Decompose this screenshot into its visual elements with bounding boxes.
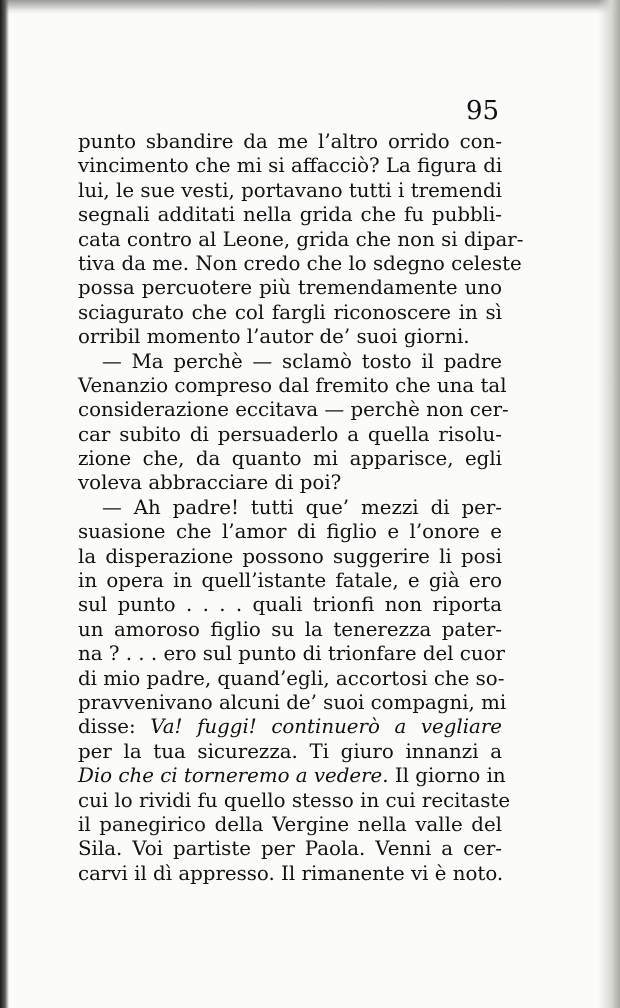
italic-text-segment: Va! fuggi! continuerò a vegliare (150, 715, 503, 739)
text-line: zione che, da quanto mi apparisce, egli (78, 447, 502, 471)
text-line: na ? . . . ero sul punto di trionfare del cuor (78, 642, 505, 666)
text-line: car subito di persuaderlo a quella risolu- (78, 422, 502, 446)
text-line-mixed (78, 764, 506, 788)
italic-text-segment: Dio che ci torneremo a vedere. (78, 764, 389, 788)
page-number: 95 (466, 96, 500, 126)
text-line: segnali additati nella grida che fu pubbli- (78, 203, 502, 227)
text-line: la disperazione possono suggerire li posi (78, 544, 502, 568)
text-line: pravvenivano alcuni de’ suoi compagni, mi (78, 690, 507, 714)
body-text (78, 130, 524, 886)
text-line: cata contro al Leone, grida che non si dipar- (78, 227, 524, 251)
text-line: sul punto . . . . quali trionfi non riporta (78, 593, 502, 617)
text-line: un amoroso figlio su la tenerezza pater- (78, 617, 502, 641)
text-line: Sila. Voi partiste per Paola. Venni a cer- (78, 837, 502, 861)
text-line-mixed (78, 715, 502, 739)
text-line: — Ma perchè — sclamò tosto il padre (102, 349, 502, 373)
text-segment: disse: (78, 715, 151, 739)
text-segment: Il giorno in (388, 764, 506, 788)
text-line: carvi il dì appresso. Il rimanente vi è noto. (78, 861, 504, 885)
text-line: possa percuotere più tremendamente uno (78, 276, 502, 300)
text-line: il panegirico della Vergine nella valle del (78, 812, 502, 836)
italic-text-line: per la tua sicurezza. Ti giuro innanzi a (78, 739, 502, 763)
page-binding-edge (0, 0, 9, 1008)
paragraph-end-line: orribil momento l’autor de’ suoi giorni. (78, 325, 470, 349)
text-line: vincimento che mi si affacciò? La figura di (78, 154, 503, 178)
page-right-edge (598, 0, 620, 1008)
text-line: in opera in quell’istante fatale, e già ero (78, 569, 502, 593)
text-line: lui, le sue vesti, portavano tutti i tremendi (78, 178, 502, 202)
text-line: di mio padre, quand’egli, accortosi che so- (78, 666, 505, 690)
text-line: punto sbandire da me l’altro orrido con- (78, 130, 502, 153)
page-top-edge (0, 0, 620, 14)
text-line: considerazione eccitava — perchè non cer- (78, 398, 509, 422)
paragraph-end-line: voleva abbracciare di poi? (78, 471, 342, 495)
text-line: tiva da me. Non credo che lo sdegno celeste (78, 251, 522, 275)
text-line: suasione che l’amor di figlio e l’onore e (78, 520, 502, 544)
text-line: Venanzio compreso dal fremito che una tal (78, 373, 507, 397)
text-line: sciagurato che col fargli riconoscere in sì (78, 300, 502, 324)
text-line: — Ah padre! tutti que’ mezzi di per- (102, 495, 502, 519)
text-line: cui lo rividi fu quello stesso in cui recitaste (78, 788, 511, 812)
